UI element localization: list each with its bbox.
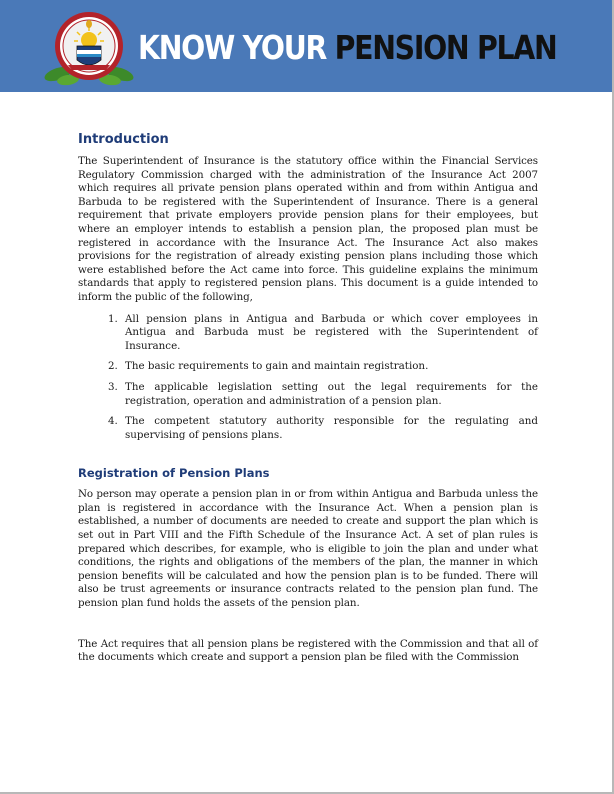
list-item-number: 4. [108,415,118,428]
banner-title-know-your: KNOW YOUR [138,28,335,67]
list-item [78,415,538,442]
introduction-list [78,313,538,443]
registration-paragraph-1: No person may operate a pension plan in or from within Antigua and Barbuda unless the plan is registered in accordance with the Insurance Act. When a pension plan is established, a number of documents are needed to create and support the plan which is set out in Part VIII and the Fifth Schedule of the Insurance Act. A set of plan rules is prepared which describes, for example, who is eligible to join the plan and under what conditions, the rights and obligations of the members of the plan, the manner in which pension benefits will be calculated and how the pension plan is to be funded. There will also be trust agreements or insurance contracts related to the pension plan fund. The pension plan fund holds the assets of the pension plan. [78,488,538,610]
list-item [78,381,538,408]
list-item-number: 3. [108,380,118,393]
list-item-text: The basic requirements to gain and maintain registration. [125,360,429,373]
list-item-number: 2. [108,360,118,373]
main-content [78,131,538,665]
registration-heading: Registration of Pension Plans [78,466,270,481]
list-item [78,313,538,354]
banner-title-pension-plan: PENSION PLAN [334,28,557,67]
header-banner [0,0,612,92]
registration-paragraph-2: The Act requires that all pension plans be registered with the Commission and that all of the documents which create and support a pension plan be filed with the Commission [78,637,538,664]
introduction-paragraph: The Superintendent of Insurance is the statutory office within the Financial Services Regulatory Commission charged with the administration of the Insurance Act 2007 which requires all private pension plans operated within and from within Antigua and Barbuda to be registered with the Superintendent of Insurance. There is a general requirement that private employers provide pension plans for their employees, but where an employer intends to establish a pension plan, the proposed plan must be registered in accordance with the Insurance Act. The Insurance Act also makes provisions for the registration of already existing pension plans including those which were established before the Act came into force. This guideline explains the minimum standards that apply to registered pension plans. This document is a guide intended to inform the public of the following, [78,155,538,303]
commission-seal-logo [44,10,134,86]
list-item-text: All pension plans in Antigua and Barbuda or which cover employees in Antigua and Barbuda must be registered with the Superintendent of Insurance. [125,312,538,352]
list-item-text: The applicable legislation setting out the legal requirements for the registration, operation and administration of a pension plan. [125,380,538,407]
banner-title [138,28,556,68]
list-item-number: 1. [108,312,118,325]
list-item-text: The competent statutory authority responsible for the regulating and supervising of pensions plans. [125,415,538,441]
list-item [78,360,538,374]
introduction-heading: Introduction [78,132,169,147]
